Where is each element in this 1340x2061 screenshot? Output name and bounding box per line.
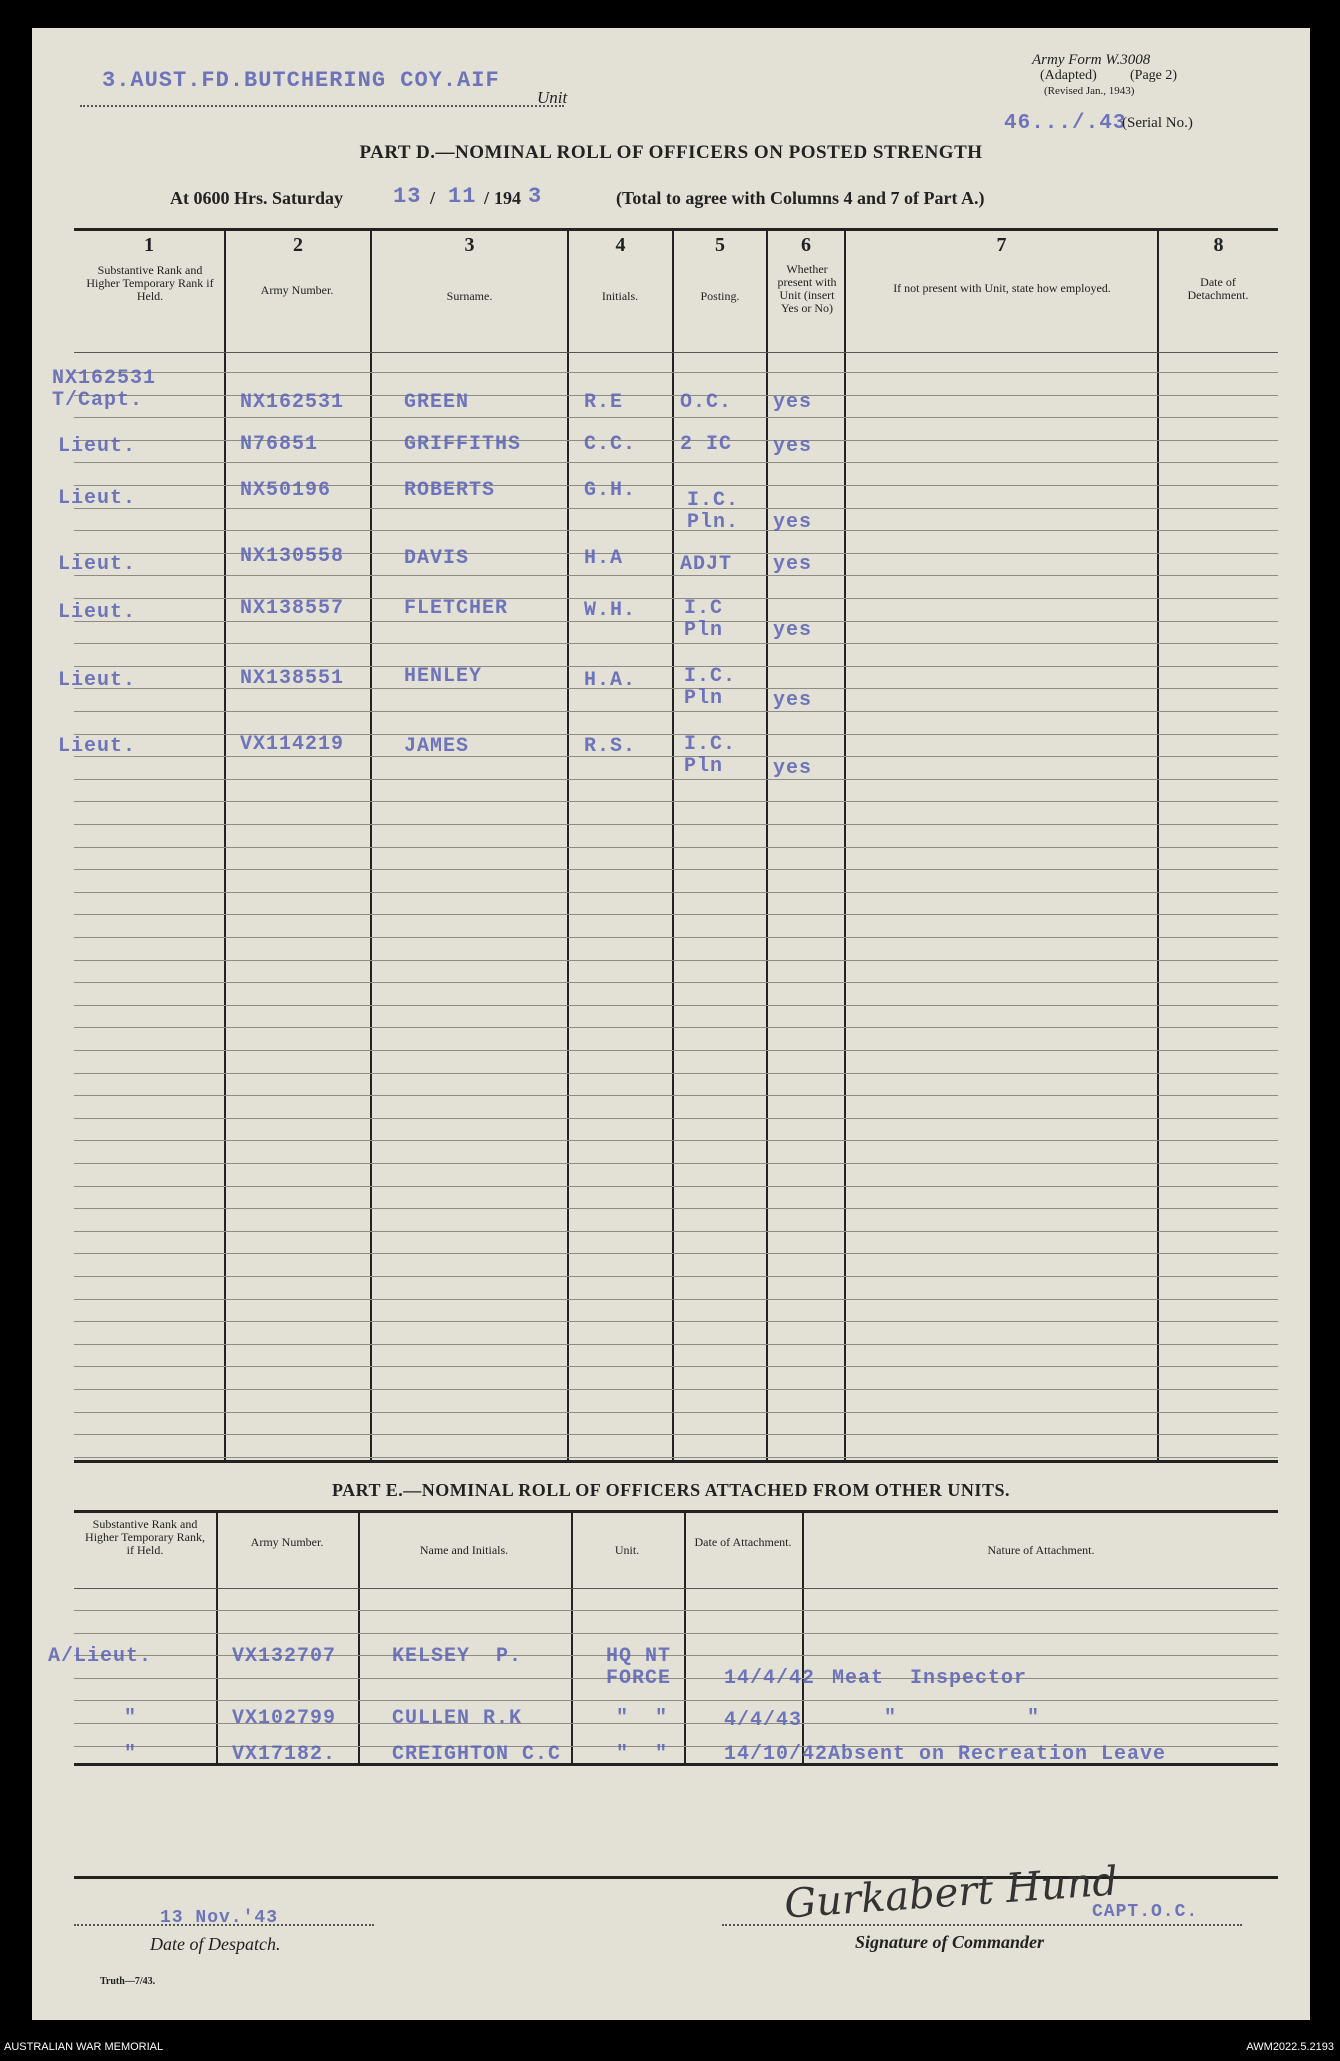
- ruled-line: [74, 1321, 1278, 1322]
- archive-bar: [0, 2033, 1340, 2061]
- initials-cell: W.H.: [584, 599, 637, 622]
- serial-label: (Serial No.): [1122, 115, 1193, 131]
- initials-cell: R.S.: [584, 735, 637, 758]
- ruled-line: [74, 824, 1278, 825]
- commander-signature: Gurkabert Hund: [782, 1858, 1120, 1928]
- ruled-line: [74, 417, 1278, 418]
- rank-cell: A/Lieut.: [48, 1645, 153, 1668]
- part-d-bottom-rule: [74, 1460, 1278, 1463]
- col-number-4: 4: [615, 234, 626, 256]
- ruled-line: [74, 643, 1278, 644]
- ruled-line: [74, 1231, 1278, 1232]
- rank-cell: ": [124, 1707, 138, 1730]
- ruled-line: [74, 1344, 1278, 1345]
- rank-cell: Lieut.: [58, 435, 137, 458]
- despatch-dotted-line: [74, 1924, 374, 1926]
- ruled-line: [74, 530, 1278, 531]
- col-number-6: 6: [801, 234, 811, 256]
- rank-cell: Lieut.: [58, 487, 137, 510]
- name-cell: KELSEY P.: [392, 1645, 523, 1668]
- form-page: Army Form W.3008 (Adapted) (Page 2) (Revised Jan., 1943) 46.../.43 (Serial No.) 3.AUST.FD.BUTCHERING COY.AIF Unit PART D.—NOMINAL ROLL OF OFFICERS ON POSTED STRENGTH At 0600 Hrs. Saturday 13 / 11 / 194 3 (Total to agree with Columns 4 and 7 of Part A.) 1 2 3 4 5 6 7 8 Substantive Rank and Higher Temporary Rank if Held. Army Number. Surname. Initials. Posting. Whether present with Unit (insert Yes or No) If not present with Unit, state how employed. Date of Detachment. NX162531 T/Capt. NX162531 GREEN R.E O.C. yes Lieut. N76851 GRIFFITHS C.C. 2 IC yes Lieut. NX50196 ROBERTS G.H. I.C. Pln. yes Lieut. NX130558 DAVIS H.A ADJT yes Lieut. NX138557 FLETCHER W.H. I.C Pln yes Lieut. NX138551 HENLEY H.A. I.C. Pln yes Lieut. VX114219 JAMES R.S. I.C. Pln yes PART E.—NOMINAL ROLL OF OFFICERS ATTACHED FROM OTHER UNITS. Substantive Rank and Higher Temporary Rank, if Held. Army Number. Name and Initials. Unit. Date of Attachment. Nature of Attachment. A/Lieut. VX132707 KELSEY P. HQ NT FORCE 14/4/42 Meat Inspector " VX102799 CULLEN R.K " " 4/4/43 " " " VX17182. CREIGHTON C.C " " 14/10/42 Absent on Recreation Leave 13 Nov.'43 Date of Despatch. Gurkabert Hund CAPT.O.C. Signature of Commander Truth—7/43.: [32, 28, 1310, 2020]
- ruled-line: [74, 1633, 1278, 1634]
- ruled-line: [74, 1678, 1278, 1679]
- ruled-line: [74, 1412, 1278, 1413]
- ruled-line: [74, 1434, 1278, 1435]
- ruled-line: [74, 914, 1278, 915]
- posting-cell: ADJT: [680, 553, 733, 576]
- ruled-line: [74, 508, 1278, 509]
- ruled-line: [74, 982, 1278, 983]
- header-e-army-number: Army Number.: [250, 1535, 324, 1549]
- header-e-date: Date of Attachment.: [694, 1535, 792, 1549]
- posting-cell: O.C.: [680, 391, 733, 414]
- header-e-unit: Unit.: [614, 1543, 640, 1557]
- army-number-cell: NX138557: [240, 597, 345, 620]
- ruled-line: [74, 1050, 1278, 1051]
- surname-cell: JAMES: [404, 735, 470, 758]
- initials-cell: C.C.: [584, 433, 637, 456]
- ruled-line: [74, 1389, 1278, 1390]
- present-cell: yes: [773, 619, 813, 642]
- col-number-1: 1: [144, 234, 154, 256]
- col-number-8: 8: [1213, 234, 1224, 256]
- nature-cell: Meat Inspector: [832, 1667, 1028, 1690]
- ruled-line: [74, 1276, 1278, 1277]
- part-e-top-rule: [74, 1510, 1278, 1513]
- ruled-line: [74, 869, 1278, 870]
- header-rank: Substantive Rank and Higher Temporary Rank if Held.: [86, 263, 214, 303]
- despatch-label: Date of Despatch.: [150, 1934, 281, 1954]
- surname-cell: GRIFFITHS: [404, 433, 522, 456]
- present-cell: yes: [773, 757, 813, 780]
- ruled-line: [74, 1027, 1278, 1028]
- ruled-line: [74, 1095, 1278, 1096]
- total-note: (Total to agree with Columns 4 and 7 of Part A.): [616, 188, 985, 208]
- ruled-line: [74, 756, 1278, 757]
- present-cell: yes: [773, 435, 813, 458]
- header-present: Whether present with Unit (insert Yes or No): [777, 262, 837, 315]
- header-posting: Posting.: [700, 289, 740, 303]
- ruled-line: [74, 937, 1278, 938]
- header-surname: Surname.: [446, 289, 493, 303]
- ruled-line: [74, 1299, 1278, 1300]
- surname-cell: ROBERTS: [404, 479, 496, 502]
- initials-cell: H.A: [584, 547, 624, 570]
- ruled-line: [74, 1253, 1278, 1254]
- page-label: (Page 2): [1130, 68, 1178, 83]
- ruled-line: [74, 1208, 1278, 1209]
- ruled-line: [74, 462, 1278, 463]
- posting-cell: I.C Pln: [684, 597, 724, 642]
- ruled-line: [74, 1005, 1278, 1006]
- ruled-line: [74, 779, 1278, 780]
- ruled-line: [74, 960, 1278, 961]
- capt-value: CAPT.O.C.: [1092, 1902, 1199, 1922]
- header-detachment: Date of Detachment.: [1187, 275, 1249, 302]
- army-number-cell: NX130558: [240, 545, 345, 568]
- col-number-3: 3: [464, 234, 475, 256]
- revised-label: (Revised Jan., 1943): [1044, 85, 1135, 97]
- date-cell: 14/10/42: [724, 1743, 829, 1766]
- ruled-line: [74, 801, 1278, 802]
- initials-cell: R.E: [584, 391, 624, 414]
- army-number-cell: NX138551: [240, 667, 345, 690]
- initials-cell: H.A.: [584, 669, 637, 692]
- part-d-title: PART D.—NOMINAL ROLL OF OFFICERS ON POSTED STRENGTH: [359, 142, 983, 163]
- header-e-name: Name and Initials.: [419, 1543, 509, 1557]
- army-form-label: Army Form W.3008: [1032, 52, 1151, 68]
- present-cell: yes: [773, 511, 813, 534]
- header-employment: If not present with Unit, state how employed.: [893, 281, 1111, 295]
- present-cell: yes: [773, 391, 813, 414]
- rank-cell: Lieut.: [58, 553, 137, 576]
- col-number-2: 2: [293, 234, 303, 256]
- army-number-cell: NX50196: [240, 479, 332, 502]
- part-e-title: PART E.—NOMINAL ROLL OF OFFICERS ATTACHED FROM OTHER UNITS.: [332, 1480, 1010, 1500]
- posting-cell: I.C. Pln: [684, 733, 737, 778]
- date-year-prefix: 194: [494, 188, 521, 208]
- ruled-line: [74, 1118, 1278, 1119]
- initials-cell: G.H.: [584, 479, 637, 502]
- ruled-line: [74, 1163, 1278, 1164]
- rank-cell: Lieut.: [58, 669, 137, 692]
- ruled-line: [74, 711, 1278, 712]
- header-e-nature: Nature of Attachment.: [987, 1543, 1095, 1557]
- despatch-value: 13 Nov.'43: [160, 1908, 279, 1928]
- ruled-line: [74, 1366, 1278, 1367]
- name-cell: CULLEN R.K: [392, 1707, 523, 1730]
- rank-cell: ": [124, 1743, 138, 1766]
- printer-imprint: Truth—7/43.: [100, 1976, 156, 1987]
- unit-label: Unit: [537, 88, 568, 107]
- ruled-line: [74, 892, 1278, 893]
- posting-cell: I.C. Pln: [684, 665, 737, 710]
- nature-cell: Absent on Recreation Leave: [828, 1743, 1167, 1766]
- header-army-number: Army Number.: [260, 283, 334, 297]
- date-year-suffix: 3: [528, 184, 543, 209]
- unit-cell: " ": [616, 1743, 669, 1766]
- date-cell: 4/4/43: [724, 1709, 803, 1732]
- col-number-7: 7: [996, 234, 1007, 256]
- unit-dotted-line: [80, 105, 564, 107]
- ruled-line: [74, 372, 1278, 373]
- date-day: 13: [393, 184, 422, 209]
- surname-cell: FLETCHER: [404, 597, 509, 620]
- rank-cell: Lieut.: [58, 735, 137, 758]
- army-number-cell: VX102799: [232, 1707, 337, 1730]
- army-number-cell: N76851: [240, 433, 319, 456]
- present-cell: yes: [773, 553, 813, 576]
- ruled-line: [74, 621, 1278, 622]
- present-cell: yes: [773, 689, 813, 712]
- date-cell: 14/4/42: [724, 1667, 816, 1690]
- army-number-cell: VX132707: [232, 1645, 337, 1668]
- serial-value: 46.../.43: [1004, 112, 1127, 135]
- ruled-line: [74, 1140, 1278, 1141]
- name-cell: CREIGHTON C.C: [392, 1743, 562, 1766]
- posting-cell: 2 IC: [680, 433, 733, 456]
- surname-cell: HENLEY: [404, 665, 483, 688]
- army-number-cell: VX114219: [240, 733, 345, 756]
- unit-value: 3.AUST.FD.BUTCHERING COY.AIF: [102, 68, 500, 93]
- surname-cell: GREEN: [404, 391, 470, 414]
- archive-id-label: AWM2022.5.2193: [1246, 2041, 1334, 2053]
- unit-cell: HQ NT FORCE: [606, 1645, 672, 1690]
- ruled-line: [74, 575, 1278, 576]
- ruled-line: [74, 1457, 1278, 1458]
- date-month: 11: [448, 184, 477, 209]
- posting-cell: I.C. Pln.: [687, 489, 740, 534]
- ruled-line: [74, 1610, 1278, 1611]
- army-number-cell: NX162531: [240, 391, 345, 414]
- part-d-top-rule: [74, 228, 1278, 231]
- rank-cell: NX162531 T/Capt.: [52, 367, 157, 412]
- header-e-rank: Substantive Rank and Higher Temporary Rank, if Held.: [85, 1517, 205, 1557]
- header-initials: Initials.: [601, 289, 639, 303]
- signature-dotted-line: [722, 1924, 1242, 1926]
- ruled-line: [74, 1073, 1278, 1074]
- rank-cell: Lieut.: [58, 601, 137, 624]
- ruled-line: [74, 1186, 1278, 1187]
- at-prefix: At 0600 Hrs. Saturday: [170, 188, 344, 208]
- col-number-5: 5: [715, 234, 725, 256]
- archive-left-label: AUSTRALIAN WAR MEMORIAL: [4, 2041, 164, 2053]
- army-number-cell: VX17182.: [232, 1743, 337, 1766]
- adapted-label: (Adapted): [1040, 68, 1097, 83]
- ruled-line: [74, 847, 1278, 848]
- unit-cell: " ": [616, 1707, 669, 1730]
- ruled-line: [74, 1700, 1278, 1701]
- surname-cell: DAVIS: [404, 547, 470, 570]
- nature-cell: " ": [884, 1707, 1041, 1730]
- signature-label: Signature of Commander: [855, 1932, 1045, 1952]
